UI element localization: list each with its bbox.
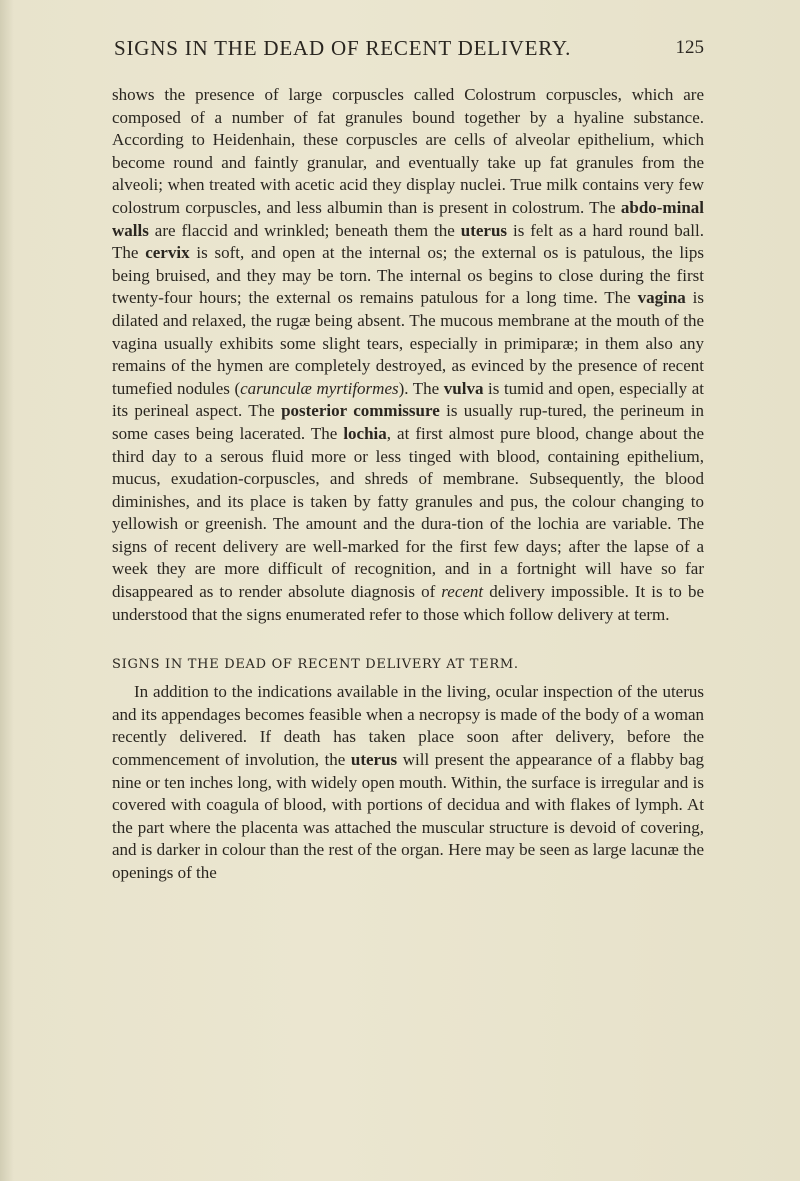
term-vulva: vulva xyxy=(443,378,484,398)
text-run: shows the presence of large corpuscles called Colostrum corpuscles, which are composed of a number of fat granules bound together by a hyaline substance. According to Heidenhain, these corpuscles are cells of alveolar epithelium, which become round and faintly granular, and eventually take up fat granules from the alveoli; when treated with acetic acid they display nuclei. True milk contains very few colostrum corpuscles, and less albumin than is present in colostrum. The xyxy=(112,85,704,217)
text-run: is dilated and relaxed, the rugæ being absent. The mucous membrane at the mouth of the vagina usually exhibits some slight tears, especially in primiparæ; in them also any remains of the hymen are completely destroyed, as evinced by the presence of recent tumefied nodules ( xyxy=(112,288,705,398)
body-text xyxy=(112,84,704,885)
text-run: , at first almost pure blood, change about the third day to a serous fluid more or less tinged with blood, containing epithelium, mucus, exudation-corpuscles, and shreds of membrane. Subsequently, the blood diminishes, and its place is taken by fatty granules and pus, the colour changing to yellowish or greenish. The amount and the dura-tion of the lochia are variable. The signs of recent delivery are well-marked for the first few days; after the lapse of a week they are more difficult of recognition, and in a fortnight will have so far disappeared as to render absolute diagnosis of xyxy=(112,423,704,602)
page-header xyxy=(114,36,704,66)
paragraph-colostrum xyxy=(112,84,704,626)
text-run: delivery impossible. It is to be understood that the signs enumerated refer to those which follow delivery at term. xyxy=(112,582,704,624)
term-posterior-commissure: posterior commissure xyxy=(281,401,440,421)
section-heading: SIGNS IN THE DEAD OF RECENT DELIVERY AT TERM. xyxy=(112,657,519,673)
term-carunculae: carunculæ myrtiformes xyxy=(240,378,399,398)
term-uterus: uterus xyxy=(460,220,508,240)
text-run: In addition to the indications available in the living, ocular inspection of the uterus and its appendages becomes feasible when a necropsy is made of the body of a woman recently delivered. If death has taken place soon after delivery, before the commencement of involution, the xyxy=(112,682,704,770)
page-gutter-shadow xyxy=(0,0,14,1181)
term-recent: recent xyxy=(441,582,484,602)
running-head: SIGNS IN THE DEAD OF RECENT DELIVERY. xyxy=(114,36,572,60)
paragraph-necropsy xyxy=(112,681,704,884)
text-run: are flaccid and wrinkled; beneath them the xyxy=(148,220,461,240)
text-run: is soft, and open at the internal os; the external os is patulous, the lips being bruised, and they may be torn. The internal os begins to close during the first twenty-four hours; the external os remains patulous for a long time. The xyxy=(112,243,704,308)
text-run: is felt as a hard round ball. The xyxy=(112,220,704,263)
page-number: 125 xyxy=(675,37,704,58)
term-cervix: cervix xyxy=(145,243,190,263)
term-uterus: uterus xyxy=(350,750,398,770)
text-run: is usually rup-tured, the perineum in some cases being lacerated. The xyxy=(112,401,705,443)
term-lochia: lochia xyxy=(343,423,387,443)
term-abdominal-walls: abdo-minal walls xyxy=(112,197,704,240)
text-run: is tumid and open, especially at its perineal aspect. The xyxy=(112,378,704,421)
text-run: will present the appearance of a flabby bag nine or ten inches long, with widely open mouth. Within, the surface is irregular and is covered with coagula of blood, with portions of decidua and with flakes of lymph. At the part where the placenta was attached the muscular structure is devoid of covering, and is darker in colour than the rest of the organ. Here may be seen as large lacunæ the openings of the xyxy=(112,750,704,882)
text-run: ). The xyxy=(398,378,444,398)
term-vagina: vagina xyxy=(637,288,686,308)
